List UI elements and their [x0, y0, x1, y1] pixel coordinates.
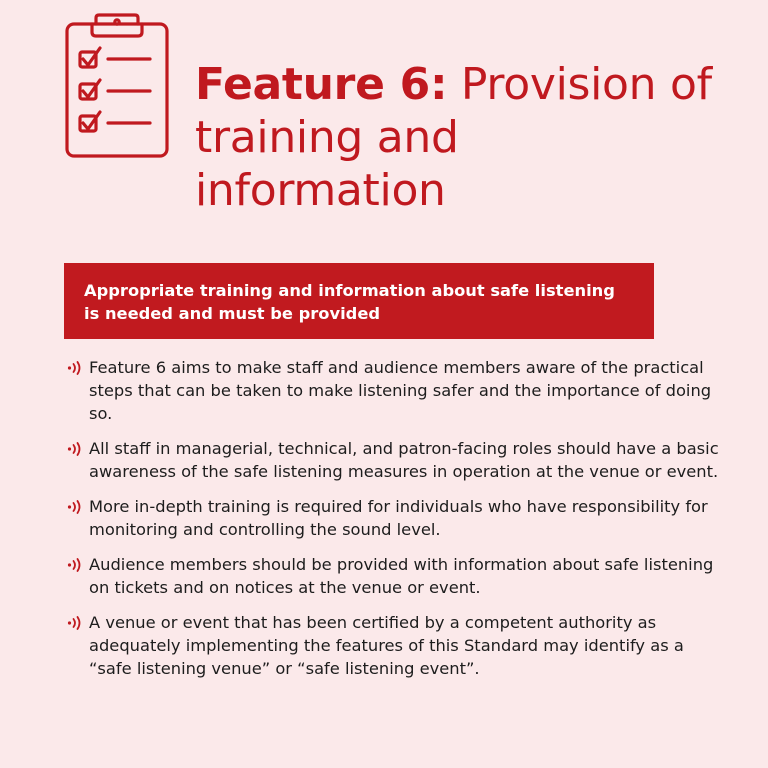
feature-bullet-list [66, 356, 726, 692]
list-item [66, 553, 726, 599]
sound-wave-icon [66, 558, 84, 572]
list-item-text: Audience members should be provided with information about safe listening on tickets and on notices at the venue or event. [89, 555, 714, 597]
list-item-text: More in-depth training is required for individuals who have responsibility for monitoring and controlling the sound level. [89, 497, 708, 539]
sound-wave-icon [66, 442, 84, 456]
sound-wave-icon [66, 616, 84, 630]
summary-banner [64, 263, 654, 339]
list-item-text: A venue or event that has been certified by a competent authority as adequately implementing the features of this Standard may identify as a “safe listening venue” or “safe listening event”. [89, 613, 684, 678]
clipboard-checklist-icon [62, 12, 172, 160]
banner-text: Appropriate training and information about safe listening is needed and must be provided [84, 281, 615, 323]
list-item [66, 495, 726, 541]
list-item-text: Feature 6 aims to make staff and audience members aware of the practical steps that can be taken to make listening safer and the importance of doing so. [89, 358, 712, 423]
sound-wave-icon [66, 361, 84, 375]
list-item-text: All staff in managerial, technical, and patron-facing roles should have a basic awareness of the safe listening measures in operation at the venue or event. [89, 439, 719, 481]
title-rest: Provision of training and information [195, 59, 712, 216]
page-title [195, 58, 715, 217]
list-item [66, 611, 726, 680]
list-item [66, 437, 726, 483]
sound-wave-icon [66, 500, 84, 514]
list-item [66, 356, 726, 425]
title-bold: Feature 6: [195, 59, 448, 110]
